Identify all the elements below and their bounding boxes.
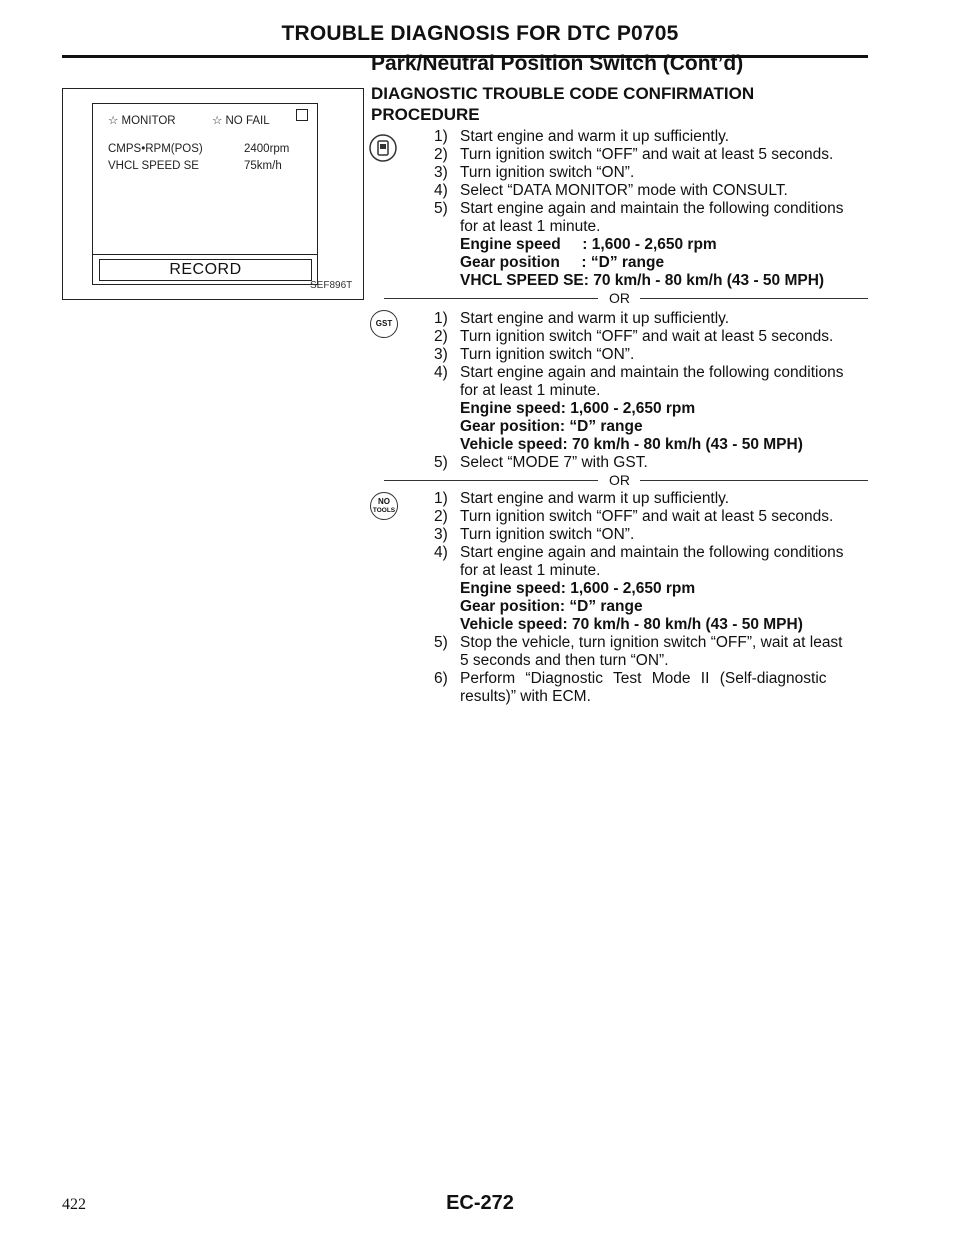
condition-text: VHCL SPEED SE: 70 km/h - 80 km/h (43 - 50 MPH) bbox=[460, 272, 825, 289]
monitor-item-value: 75km/h bbox=[244, 160, 282, 172]
condition-text: Engine speed : 1,600 - 2,650 rpm bbox=[460, 236, 717, 253]
or-separator: OR bbox=[609, 290, 630, 306]
step-number: 2) bbox=[434, 508, 448, 525]
step-number: 3) bbox=[434, 526, 448, 543]
step-number: 3) bbox=[434, 346, 448, 363]
condition-text: Gear position: “D” range bbox=[460, 598, 643, 615]
monitor-item-value: 2400rpm bbox=[244, 143, 290, 155]
step-text: Start engine again and maintain the following conditions bbox=[460, 200, 844, 217]
step-text: Select “DATA MONITOR” mode with CONSULT. bbox=[460, 182, 788, 199]
step-number: 4) bbox=[434, 364, 448, 381]
step-text: for at least 1 minute. bbox=[460, 382, 601, 399]
step-number: 3) bbox=[434, 164, 448, 181]
consult-screen bbox=[92, 103, 318, 285]
step-text: Turn ignition switch “OFF” and wait at least 5 seconds. bbox=[460, 146, 834, 163]
step-text: results)” with ECM. bbox=[460, 688, 591, 705]
screen-divider bbox=[92, 254, 318, 255]
checkbox-icon bbox=[296, 109, 308, 121]
step-number: 1) bbox=[434, 128, 448, 145]
step-text: Start engine again and maintain the following conditions bbox=[460, 544, 844, 561]
or-separator: OR bbox=[609, 472, 630, 488]
step-text: Turn ignition switch “ON”. bbox=[460, 346, 635, 363]
no-tools-icon-label: NO bbox=[378, 497, 390, 506]
step-text: Start engine and warm it up sufficiently. bbox=[460, 310, 730, 327]
or-divider-line bbox=[640, 480, 868, 481]
condition-text: Gear position : “D” range bbox=[460, 254, 665, 271]
step-text: Stop the vehicle, turn ignition switch “OFF”, wait at least bbox=[460, 634, 843, 651]
no-tools-icon-label: TOOLS bbox=[372, 507, 396, 514]
or-divider-line bbox=[384, 298, 598, 299]
page-number: 422 bbox=[62, 1196, 86, 1213]
step-number: 5) bbox=[434, 200, 448, 217]
page-code: EC-272 bbox=[446, 1192, 514, 1214]
step-text: for at least 1 minute. bbox=[460, 218, 601, 235]
condition-text: Vehicle speed: 70 km/h - 80 km/h (43 - 50 MPH) bbox=[460, 436, 803, 453]
monitor-label: ☆ MONITOR bbox=[108, 115, 176, 127]
step-text: Turn ignition switch “ON”. bbox=[460, 164, 635, 181]
or-divider-line bbox=[384, 480, 598, 481]
no-tools-icon bbox=[370, 492, 398, 520]
step-number: 4) bbox=[434, 182, 448, 199]
step-text: for at least 1 minute. bbox=[460, 562, 601, 579]
step-number: 4) bbox=[434, 544, 448, 561]
step-number: 1) bbox=[434, 490, 448, 507]
gst-icon-label: GST bbox=[375, 319, 393, 328]
step-number: 5) bbox=[434, 634, 448, 651]
step-text: Turn ignition switch “OFF” and wait at least 5 seconds. bbox=[460, 508, 834, 525]
step-number: 1) bbox=[434, 310, 448, 327]
figure-code: SEF896T bbox=[310, 280, 353, 291]
step-text: 5 seconds and then turn “ON”. bbox=[460, 652, 669, 669]
step-text: Start engine again and maintain the following conditions bbox=[460, 364, 844, 381]
nofail-label: ☆ NO FAIL bbox=[212, 115, 270, 127]
step-text: Turn ignition switch “OFF” and wait at least 5 seconds. bbox=[460, 328, 834, 345]
step-number: 5) bbox=[434, 454, 448, 471]
step-number: 6) bbox=[434, 670, 448, 687]
condition-text: Engine speed: 1,600 - 2,650 rpm bbox=[460, 580, 696, 597]
subsection-title: DIAGNOSTIC TROUBLE CODE CONFIRMATION PROCEDURE bbox=[371, 84, 755, 124]
gst-icon bbox=[370, 310, 398, 338]
section-title: Park/Neutral Position Switch (Cont’d) bbox=[371, 52, 744, 75]
step-text: Perform “Diagnostic Test Mode II (Self-diagnostic bbox=[460, 670, 827, 687]
condition-text: Vehicle speed: 70 km/h - 80 km/h (43 - 50 MPH) bbox=[460, 616, 803, 633]
monitor-item-name: CMPS•RPM(POS) bbox=[108, 143, 203, 155]
step-number: 2) bbox=[434, 328, 448, 345]
or-divider-line bbox=[640, 298, 868, 299]
consult-icon bbox=[368, 133, 398, 163]
monitor-item-name: VHCL SPEED SE bbox=[108, 160, 199, 172]
step-text: Start engine and warm it up sufficiently. bbox=[460, 490, 730, 507]
condition-text: Engine speed: 1,600 - 2,650 rpm bbox=[460, 400, 696, 417]
record-button[interactable]: RECORD bbox=[99, 259, 312, 281]
condition-text: Gear position: “D” range bbox=[460, 418, 643, 435]
page-title: TROUBLE DIAGNOSIS FOR DTC P0705 bbox=[281, 22, 679, 45]
step-number: 2) bbox=[434, 146, 448, 163]
step-text: Start engine and warm it up sufficiently. bbox=[460, 128, 730, 145]
step-text: Turn ignition switch “ON”. bbox=[460, 526, 635, 543]
step-text: Select “MODE 7” with GST. bbox=[460, 454, 648, 471]
